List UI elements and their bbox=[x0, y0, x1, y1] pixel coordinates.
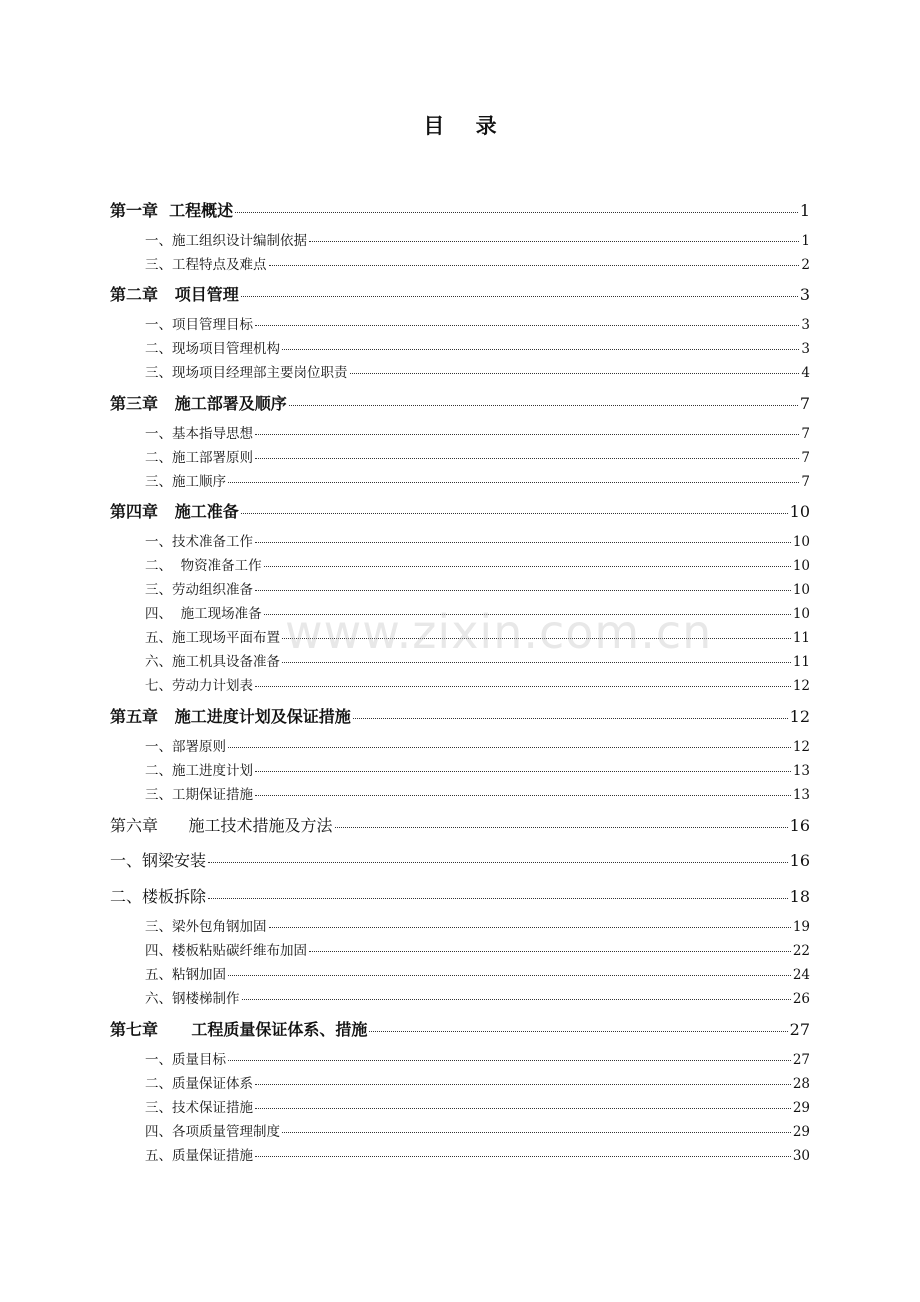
toc-entry-label: 三、梁外包角钢加固 bbox=[145, 919, 267, 935]
toc-chapter-entry[interactable] bbox=[110, 884, 810, 907]
toc-entry-label: 三、劳动组织准备 bbox=[145, 582, 253, 598]
dot-leader bbox=[255, 590, 791, 591]
toc-page-number: 10 bbox=[792, 582, 810, 598]
toc-entry-label: 三、施工顺序 bbox=[145, 474, 226, 490]
toc-section-entry[interactable] bbox=[145, 650, 810, 670]
toc-entry-label: 一、项目管理目标 bbox=[145, 317, 253, 333]
toc-section-entry[interactable] bbox=[145, 578, 810, 598]
toc-section-entry[interactable] bbox=[145, 1120, 810, 1140]
toc-page-number: 28 bbox=[792, 1076, 810, 1092]
toc-entry-label: 一、技术准备工作 bbox=[145, 534, 253, 550]
toc-section-entry[interactable] bbox=[145, 1144, 810, 1164]
dot-leader bbox=[309, 951, 791, 952]
toc-section-entry[interactable] bbox=[145, 602, 810, 622]
toc-section-entry[interactable] bbox=[145, 963, 810, 983]
dot-leader bbox=[255, 1084, 791, 1085]
toc-page-number: 1 bbox=[799, 201, 810, 220]
dot-leader bbox=[255, 542, 791, 543]
toc-section-entry[interactable] bbox=[145, 939, 810, 959]
toc-entry-label: 四、 施工现场准备 bbox=[145, 606, 262, 622]
toc-chapter-entry[interactable] bbox=[110, 848, 810, 871]
dot-leader bbox=[309, 241, 799, 242]
toc-page-number: 24 bbox=[792, 967, 810, 983]
toc-page-number: 12 bbox=[789, 707, 810, 726]
toc-page-number: 16 bbox=[789, 816, 810, 835]
dot-leader bbox=[264, 614, 791, 615]
toc-page-number: 11 bbox=[792, 654, 810, 670]
toc-entry-label: 六、施工机具设备准备 bbox=[145, 654, 280, 670]
toc-entry-label: 一、质量目标 bbox=[145, 1052, 226, 1068]
toc-entry-label: 七、劳动力计划表 bbox=[145, 678, 253, 694]
dot-leader bbox=[369, 1031, 787, 1032]
toc-section-entry[interactable] bbox=[145, 626, 810, 646]
toc-section-entry[interactable] bbox=[145, 987, 810, 1007]
toc-section-entry[interactable] bbox=[145, 1096, 810, 1116]
toc-section-entry[interactable] bbox=[145, 229, 810, 249]
toc-page-number: 29 bbox=[792, 1100, 810, 1116]
toc-chapter-entry[interactable] bbox=[110, 813, 810, 836]
toc-entry-label: 五、质量保证措施 bbox=[145, 1148, 253, 1164]
dot-leader bbox=[289, 405, 798, 406]
toc-page-number: 2 bbox=[801, 257, 810, 273]
toc-chapter-entry[interactable] bbox=[110, 499, 810, 522]
toc-entry-label: 二、楼板拆除 bbox=[110, 887, 207, 906]
dot-leader bbox=[255, 1108, 791, 1109]
toc-section-entry[interactable] bbox=[145, 253, 810, 273]
toc-page-number: 11 bbox=[792, 630, 810, 646]
toc-page-number: 10 bbox=[792, 534, 810, 550]
toc-chapter-entry[interactable] bbox=[110, 198, 810, 221]
toc-entry-label: 五、粘钢加固 bbox=[145, 967, 226, 983]
dot-leader bbox=[242, 999, 791, 1000]
toc-section-entry[interactable] bbox=[145, 674, 810, 694]
toc-page-number: 7 bbox=[801, 474, 810, 490]
toc-entry-label: 六、钢楼梯制作 bbox=[145, 991, 240, 1007]
watermark: www.zixin.com.cn bbox=[285, 605, 713, 659]
toc-page-number: 13 bbox=[792, 787, 810, 803]
dot-leader bbox=[269, 927, 791, 928]
toc-entry-label: 一、钢梁安装 bbox=[110, 851, 207, 870]
toc-section-entry[interactable] bbox=[145, 1048, 810, 1068]
toc-entry-label: 二、 物资准备工作 bbox=[145, 558, 262, 574]
toc-page-number: 18 bbox=[789, 887, 810, 906]
dot-leader bbox=[255, 434, 799, 435]
toc-page-number: 27 bbox=[789, 1020, 810, 1039]
toc-page-number: 1 bbox=[801, 233, 810, 249]
toc-page-number: 29 bbox=[792, 1124, 810, 1140]
dot-leader bbox=[241, 513, 788, 514]
toc-entry-label: 第三章 施工部署及顺序 bbox=[110, 394, 287, 413]
toc-page-number: 10 bbox=[789, 502, 810, 521]
toc-section-entry[interactable] bbox=[145, 1072, 810, 1092]
toc-entry-label: 一、基本指导思想 bbox=[145, 426, 253, 442]
toc-section-entry[interactable] bbox=[145, 735, 810, 755]
toc-page-number: 7 bbox=[799, 394, 810, 413]
toc-entry-label: 三、现场项目经理部主要岗位职责 bbox=[145, 365, 348, 381]
toc-entry-label: 第一章 工程概述 bbox=[110, 201, 234, 220]
toc-section-entry[interactable] bbox=[145, 554, 810, 574]
toc-section-entry[interactable] bbox=[145, 759, 810, 779]
dot-leader bbox=[228, 975, 791, 976]
toc-entry-label: 三、工期保证措施 bbox=[145, 787, 253, 803]
toc-chapter-entry[interactable] bbox=[110, 704, 810, 727]
toc-page-number: 7 bbox=[801, 450, 810, 466]
toc-entry-label: 一、部署原则 bbox=[145, 739, 226, 755]
dot-leader bbox=[264, 566, 791, 567]
dot-leader bbox=[350, 373, 800, 374]
dot-leader bbox=[335, 827, 788, 828]
toc-page-number: 22 bbox=[792, 943, 810, 959]
dot-leader bbox=[228, 1060, 791, 1061]
toc-entry-label: 第五章 施工进度计划及保证措施 bbox=[110, 707, 351, 726]
dot-leader bbox=[255, 686, 791, 687]
dot-leader bbox=[241, 296, 798, 297]
toc-section-entry[interactable] bbox=[145, 337, 810, 357]
dot-leader bbox=[255, 771, 791, 772]
toc-entry-label: 第六章 施工技术措施及方法 bbox=[110, 816, 333, 835]
toc-entry-label: 五、施工现场平面布置 bbox=[145, 630, 280, 646]
toc-page-number: 12 bbox=[792, 678, 810, 694]
dot-leader bbox=[255, 1156, 791, 1157]
dot-leader bbox=[208, 898, 788, 899]
toc-page-number: 13 bbox=[792, 763, 810, 779]
toc-page-number: 3 bbox=[801, 317, 810, 333]
toc-section-entry[interactable] bbox=[145, 422, 810, 442]
dot-leader bbox=[353, 718, 788, 719]
page-title: 目 录 bbox=[423, 113, 509, 138]
toc-section-entry[interactable] bbox=[145, 470, 810, 490]
toc-page-number: 27 bbox=[792, 1052, 810, 1068]
dot-leader bbox=[255, 458, 799, 459]
dot-leader bbox=[282, 662, 791, 663]
toc-page-number: 10 bbox=[792, 558, 810, 574]
dot-leader bbox=[255, 795, 791, 796]
toc-chapter-entry[interactable] bbox=[110, 282, 810, 305]
dot-leader bbox=[282, 349, 799, 350]
toc-page-number: 30 bbox=[792, 1148, 810, 1164]
toc-entry-label: 一、施工组织设计编制依据 bbox=[145, 233, 307, 249]
toc-section-entry[interactable] bbox=[145, 446, 810, 466]
toc-chapter-entry[interactable] bbox=[110, 1017, 810, 1040]
toc-entry-label: 二、施工部署原则 bbox=[145, 450, 253, 466]
toc-page-number: 3 bbox=[799, 285, 810, 304]
toc-page-number: 19 bbox=[792, 919, 810, 935]
toc-entry-label: 四、各项质量管理制度 bbox=[145, 1124, 280, 1140]
toc-entry-label: 二、施工进度计划 bbox=[145, 763, 253, 779]
toc-entry-label: 二、质量保证体系 bbox=[145, 1076, 253, 1092]
dot-leader bbox=[282, 1132, 791, 1133]
toc-page-number: 26 bbox=[792, 991, 810, 1007]
toc-section-entry[interactable] bbox=[145, 783, 810, 803]
toc-entry-label: 二、现场项目管理机构 bbox=[145, 341, 280, 357]
toc-section-entry[interactable] bbox=[145, 361, 810, 381]
dot-leader bbox=[228, 482, 799, 483]
toc-entry-label: 第二章 项目管理 bbox=[110, 285, 239, 304]
toc-section-entry[interactable] bbox=[145, 530, 810, 550]
toc-entry-label: 第七章 工程质量保证体系、措施 bbox=[110, 1020, 368, 1039]
toc-entry-label: 三、工程特点及难点 bbox=[145, 257, 267, 273]
dot-leader bbox=[228, 747, 791, 748]
toc-entry-label: 四、楼板粘贴碳纤维布加固 bbox=[145, 943, 307, 959]
toc-page-number: 12 bbox=[792, 739, 810, 755]
toc-chapter-entry[interactable] bbox=[110, 391, 810, 414]
dot-leader bbox=[269, 265, 800, 266]
toc-page-number: 7 bbox=[801, 426, 810, 442]
dot-leader bbox=[282, 638, 791, 639]
toc-section-entry[interactable] bbox=[145, 915, 810, 935]
toc-page-number: 16 bbox=[789, 851, 810, 870]
toc-page-number: 3 bbox=[801, 341, 810, 357]
toc-entry-label: 三、技术保证措施 bbox=[145, 1100, 253, 1116]
toc-entry-label: 第四章 施工准备 bbox=[110, 502, 239, 521]
dot-leader bbox=[208, 862, 788, 863]
toc-page-number: 10 bbox=[792, 606, 810, 622]
dot-leader bbox=[255, 325, 799, 326]
toc-section-entry[interactable] bbox=[145, 313, 810, 333]
toc-page-number: 4 bbox=[801, 365, 810, 381]
dot-leader bbox=[235, 212, 798, 213]
